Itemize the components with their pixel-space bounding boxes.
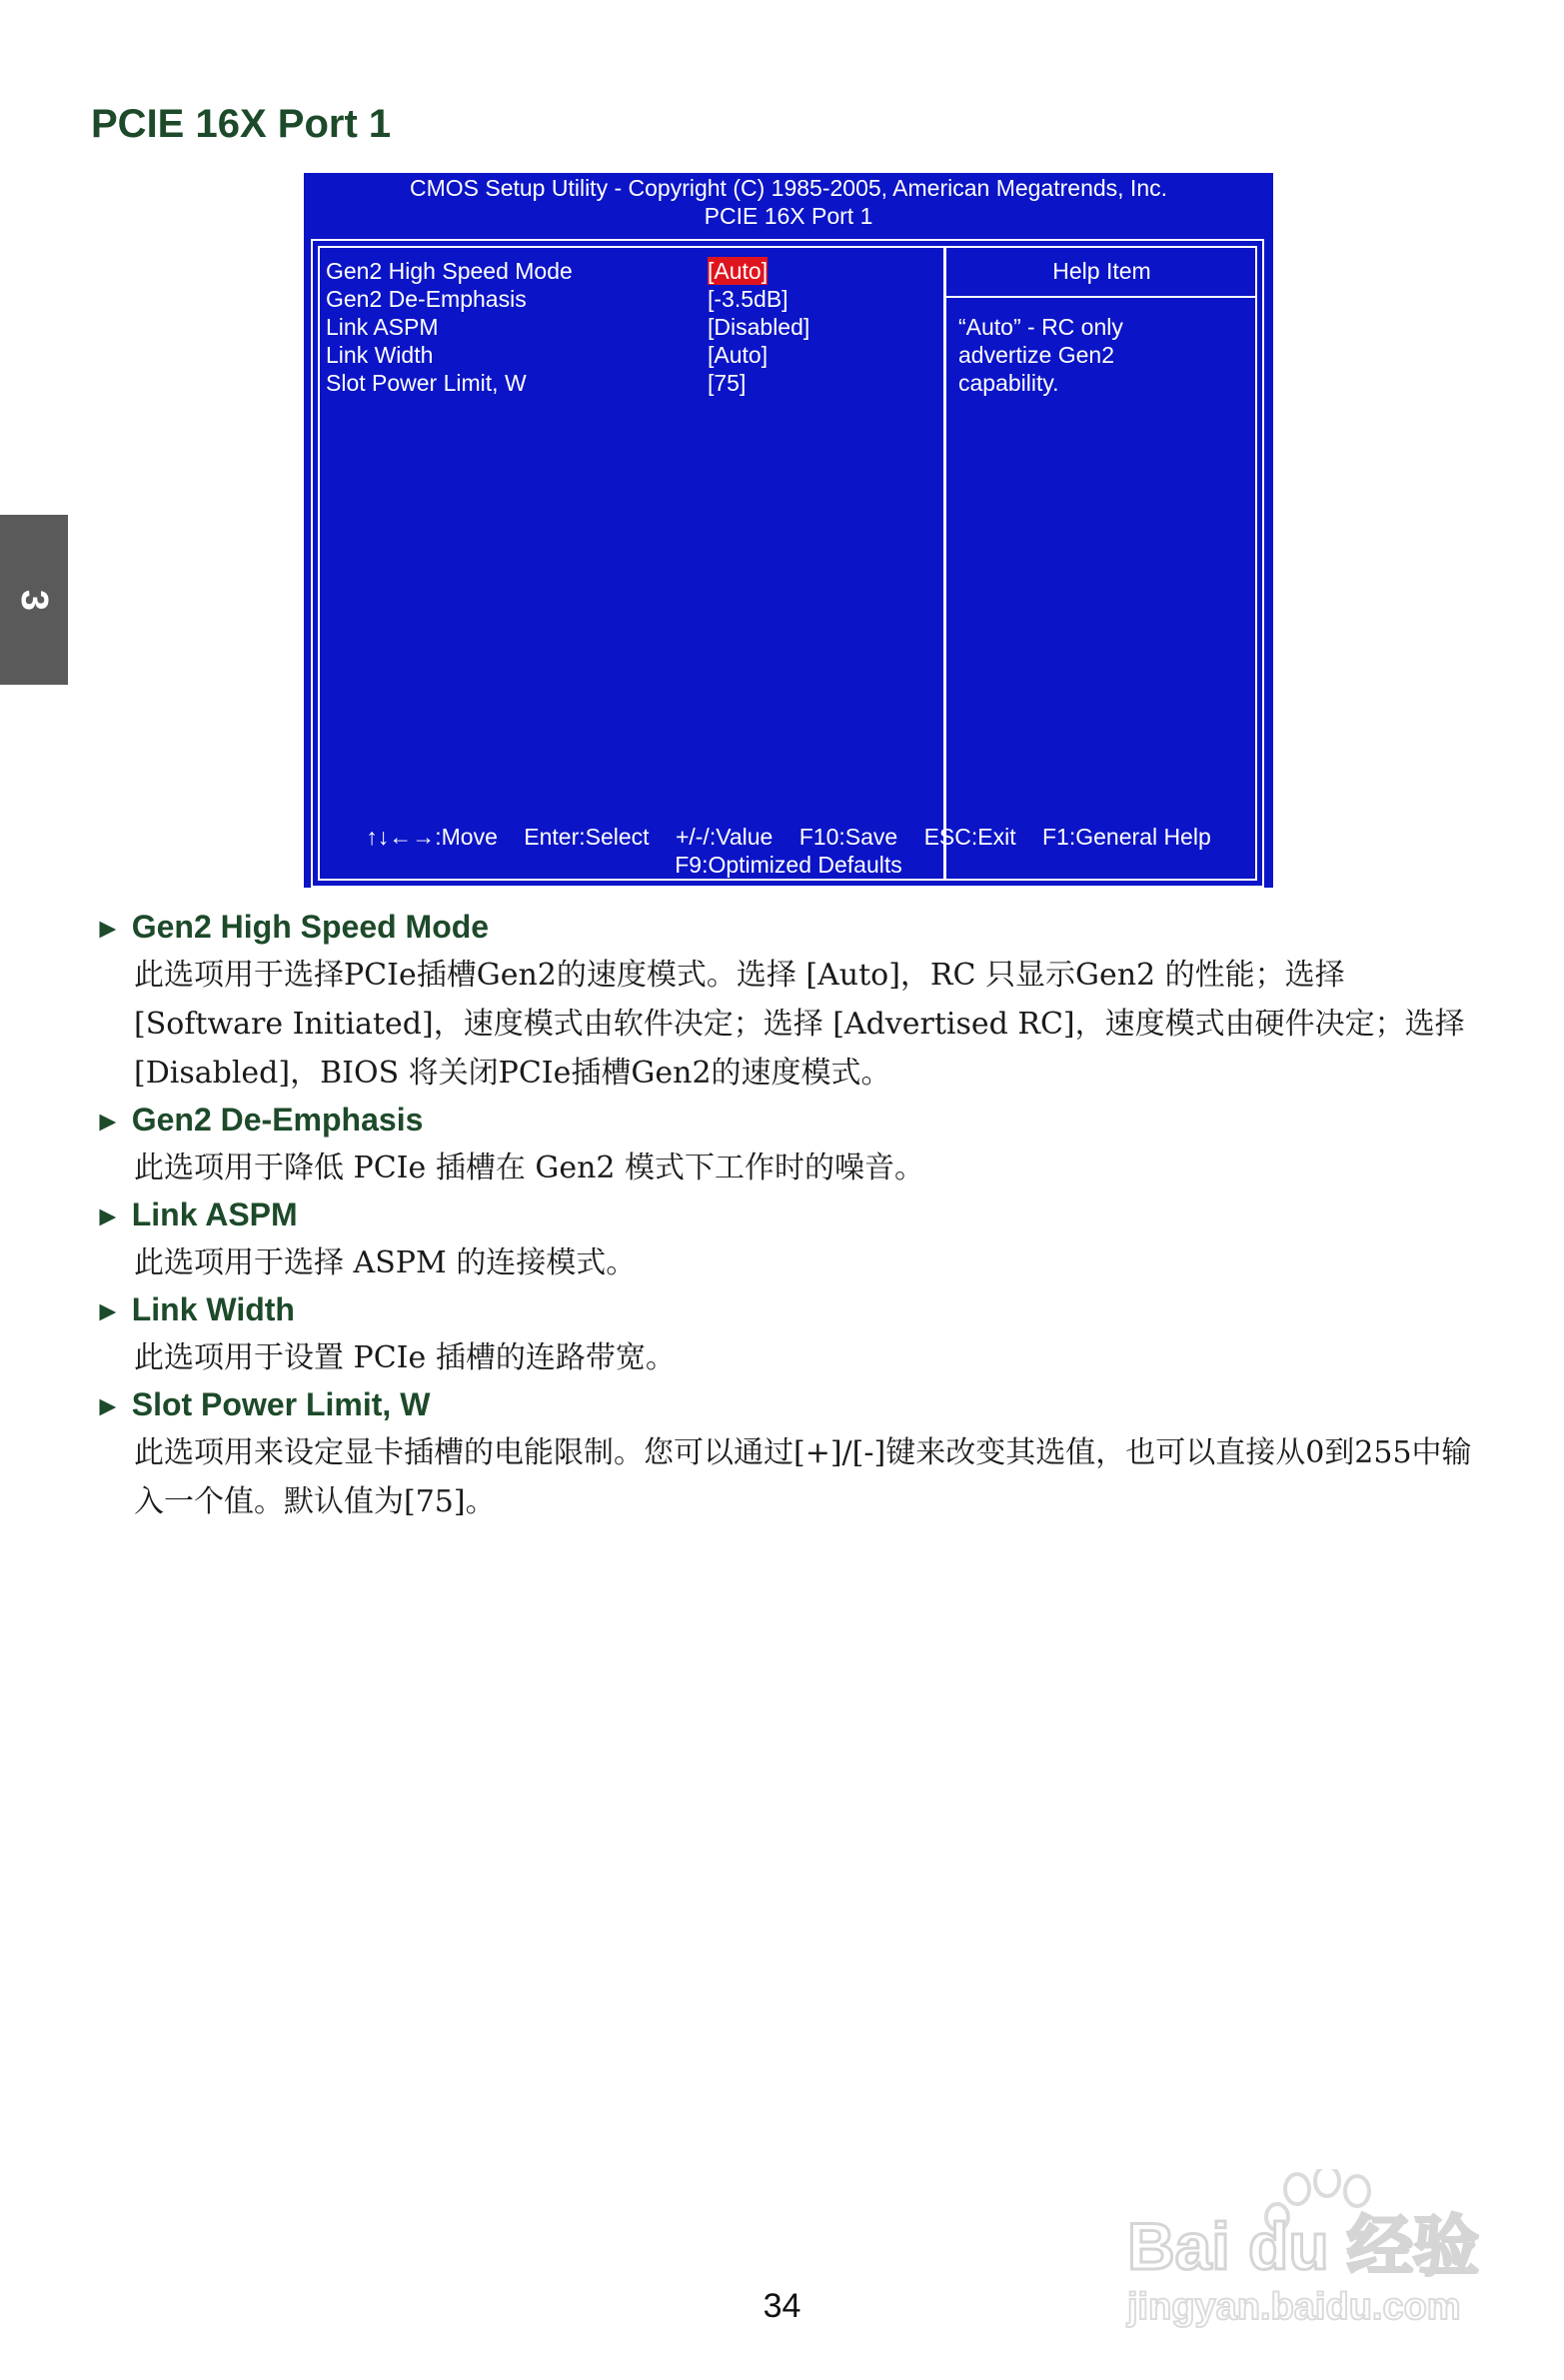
section-heading (94, 1382, 1493, 1428)
help-item-title: Help Item (1052, 258, 1151, 284)
section-heading-text: Gen2 De-Emphasis (131, 1102, 424, 1138)
setting-name: Gen2 De-Emphasis (326, 286, 527, 312)
section-heading (94, 1287, 1493, 1333)
section-gen2-high-speed-mode (94, 905, 1493, 1098)
bios-footer (304, 823, 1273, 879)
triangle-right-icon: ► (94, 1390, 122, 1421)
footer-key-value: +/-/:Value (675, 824, 774, 850)
setting-row-link-width[interactable] (326, 341, 925, 369)
setting-name: Link Width (326, 342, 434, 368)
setting-value[interactable]: [Auto] (708, 342, 769, 368)
triangle-right-icon: ► (94, 1200, 122, 1231)
setting-row-slot-power-limit[interactable] (326, 369, 925, 397)
bios-screen-title: PCIE 16X Port 1 (704, 203, 873, 229)
watermark-logo-text: Bai du 经验 (1127, 2209, 1480, 2283)
section-body: 此选项用于设置 PCIe 插槽的连路带宽。 (134, 1340, 676, 1375)
triangle-right-icon: ► (94, 913, 122, 944)
footer-key-exit: ESC:Exit (923, 824, 1016, 850)
section-heading (94, 905, 1493, 951)
bios-header (304, 173, 1273, 230)
setting-value[interactable]: [-3.5dB] (708, 286, 788, 312)
bios-column-divider (943, 246, 946, 881)
section-slot-power-limit (94, 1382, 1493, 1526)
setting-value-selected[interactable]: [Auto] (708, 258, 769, 284)
sections (94, 905, 1493, 1526)
section-heading (94, 1098, 1493, 1144)
setting-row-gen2-de-emphasis[interactable] (326, 285, 925, 313)
bios-settings-list (326, 257, 925, 397)
footer-key-row (304, 823, 1273, 851)
footer-key-select: Enter:Select (524, 824, 650, 850)
setting-row-gen2-high-speed-mode[interactable] (326, 257, 925, 285)
footer-key-defaults: F9:Optimized Defaults (675, 852, 902, 878)
section-heading-text: Gen2 High Speed Mode (131, 909, 490, 945)
footer-key-save: F10:Save (798, 824, 898, 850)
page-number: 34 (763, 2287, 801, 2325)
section-body: 此选项用于降低 PCIe 插槽在 Gen2 模式下工作时的噪音。 (134, 1151, 925, 1186)
triangle-right-icon: ► (94, 1106, 122, 1137)
section-link-width (94, 1287, 1493, 1382)
chapter-number: 3 (13, 589, 56, 611)
section-body: 此选项用于选择PCIe插槽Gen2的速度模式。选择 [Auto]，RC 只显示Gen2 的性能；选择 [Software Initiated]，速度模式由软件决定；选择 [Advertised RC]，速度模式由硬件决定；选择 [Disabled]，BIOS 将关闭PCIe插槽Gen2的速度模式。 (134, 958, 1465, 1091)
section-heading (94, 1192, 1493, 1238)
section-body: 此选项用来设定显卡插槽的电能限制。您可以通过[+]/[-]键来改变其选值，也可以直接从0到255中输入一个值。默认值为[75]。 (134, 1435, 1472, 1519)
footer-key-move: ↑↓←→:Move (366, 824, 498, 850)
setting-value[interactable]: [75] (708, 370, 747, 396)
section-heading-text: Slot Power Limit, W (131, 1386, 431, 1422)
bios-screen (304, 173, 1273, 888)
help-separator (946, 296, 1257, 298)
section-gen2-de-emphasis (94, 1098, 1493, 1192)
section-link-aspm (94, 1192, 1493, 1287)
footer-key-help: F1:General Help (1042, 824, 1211, 850)
section-heading-text: Link Width (131, 1291, 295, 1327)
bios-copyright: CMOS Setup Utility - Copyright (C) 1985-2005, American Megatrends, Inc. (409, 175, 1168, 201)
setting-name: Slot Power Limit, W (326, 370, 527, 396)
page-title: PCIE 16X Port 1 (91, 102, 392, 146)
section-body: 此选项用于选择 ASPM 的连接模式。 (134, 1245, 637, 1280)
setting-value[interactable]: [Disabled] (708, 314, 810, 340)
chapter-tab (0, 515, 68, 685)
section-heading-text: Link ASPM (131, 1196, 298, 1232)
watermark-url: jingyan.baidu.com (1127, 2286, 1461, 2328)
triangle-right-icon: ► (94, 1295, 122, 1326)
setting-name: Gen2 High Speed Mode (326, 258, 573, 284)
setting-name: Link ASPM (326, 314, 439, 340)
setting-row-link-aspm[interactable] (326, 313, 925, 341)
help-item-text: “Auto” - RC only advertize Gen2 capability. (958, 314, 1123, 396)
